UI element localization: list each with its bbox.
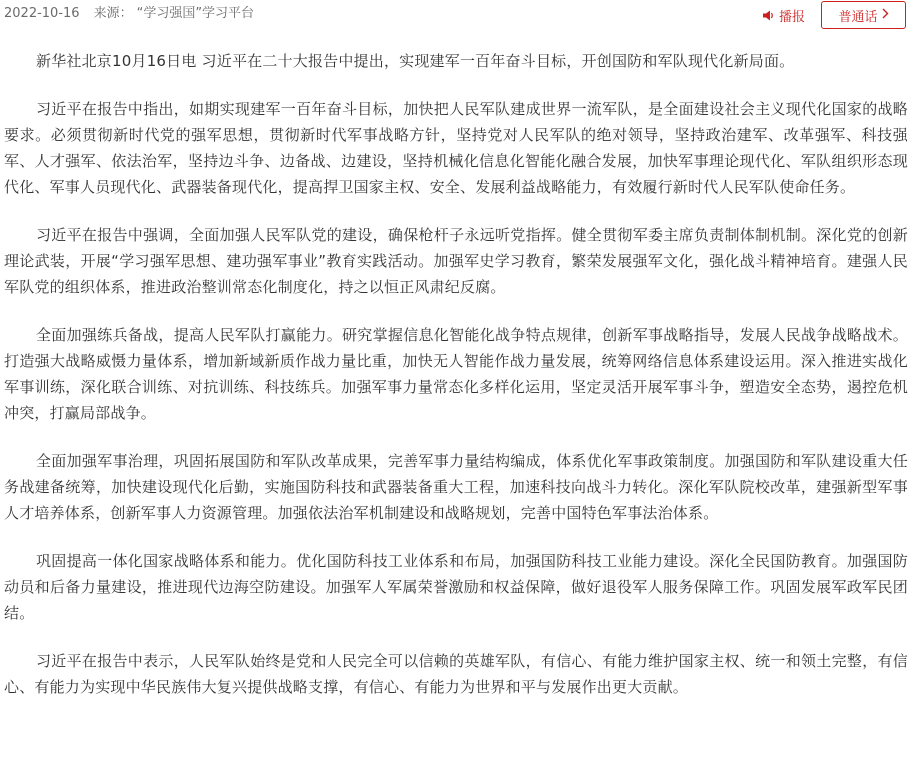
play-label: 播报 [779, 9, 806, 25]
source-label: 来源： [93, 6, 133, 21]
play-broadcast-button[interactable] [763, 6, 805, 24]
language-mode-button[interactable] [821, 1, 906, 29]
article-paragraph: 新华社北京10月16日电 习近平在二十大报告中提出，实现建军一百年奋斗目标，开创国防和军队现代化新局面。 [36, 52, 795, 70]
article-meta-bar [0, 0, 914, 34]
chevron-right-icon [882, 8, 889, 23]
mode-label: 普通话 [838, 9, 878, 25]
meta-info [4, 5, 254, 23]
article-paragraph: 习近平在报告中强调，全面加强人民军队党的建设，确保枪杆子永远听党指挥。健全贯彻军委主席负责制体制机制。深化党的创新理论武装，开展“学习强军思想、建功强军事业”教育实践活动。加强军史学习教育，繁荣发展强军文化，强化战斗精神培育。建强人民军队党的组织体系，推进政治整训常态化制度化，持之以恒正风肃纪反腐。 [4, 226, 908, 296]
article-paragraph: 全面加强练兵备战，提高人民军队打赢能力。研究掌握信息化智能化战争特点规律，创新军事战略指导，发展人民战争战略战术。打造强大战略威慑力量体系，增加新域新质作战力量比重，加快无人智能作战力量发展，统筹网络信息体系建设运用。深入推进实战化军事训练，深化联合训练、对抗训练、科技练兵。加强军事力量常态化多样化运用，坚定灵活开展军事斗争，塑造安全态势，遏控危机冲突，打赢局部战争。 [4, 326, 908, 422]
publish-date: 2022-10-16 [4, 6, 80, 21]
article-paragraph: 习近平在报告中表示，人民军队始终是党和人民完全可以信赖的英雄军队，有信心、有能力维护国家主权、统一和领土完整，有信心、有能力为实现中华民族伟大复兴提供战略支撑，有信心、有能力为世界和平与发展作出更大贡献。 [4, 652, 908, 696]
source-value: “学习强国”学习平台 [136, 6, 255, 21]
speaker-icon [763, 10, 775, 21]
article-paragraph: 全面加强军事治理，巩固拓展国防和军队改革成果，完善军事力量结构编成，体系优化军事政策制度。加强国防和军队建设重大任务战建备统筹，加快建设现代化后勤，实施国防科技和武器装备重大工程，加速科技向战斗力转化。深化军队院校改革，建强新型军事人才培养体系，创新军事人力资源管理。加强依法治军机制建设和战略规划，完善中国特色军事法治体系。 [4, 452, 908, 522]
article-body [4, 48, 908, 722]
article-paragraph: 巩固提高一体化国家战略体系和能力。优化国防科技工业体系和布局，加强国防科技工业能力建设。深化全民国防教育。加强国防动员和后备力量建设，推进现代边海空防建设。加强军人军属荣誉激励和权益保障，做好退役军人服务保障工作。巩固发展军政军民团结。 [4, 552, 908, 622]
article-paragraph: 习近平在报告中指出，如期实现建军一百年奋斗目标，加快把人民军队建成世界一流军队，是全面建设社会主义现代化国家的战略要求。必须贯彻新时代党的强军思想，贯彻新时代军事战略方针，坚持党对人民军队的绝对领导，坚持政治建军、改革强军、科技强军、人才强军、依法治军，坚持边斗争、边备战、边建设，坚持机械化信息化智能化融合发展，加快军事理论现代化、军队组织形态现代化、军事人员现代化、武器装备现代化，提高捍卫国家主权、安全、发展利益战略能力，有效履行新时代人民军队使命任务。 [4, 100, 908, 196]
